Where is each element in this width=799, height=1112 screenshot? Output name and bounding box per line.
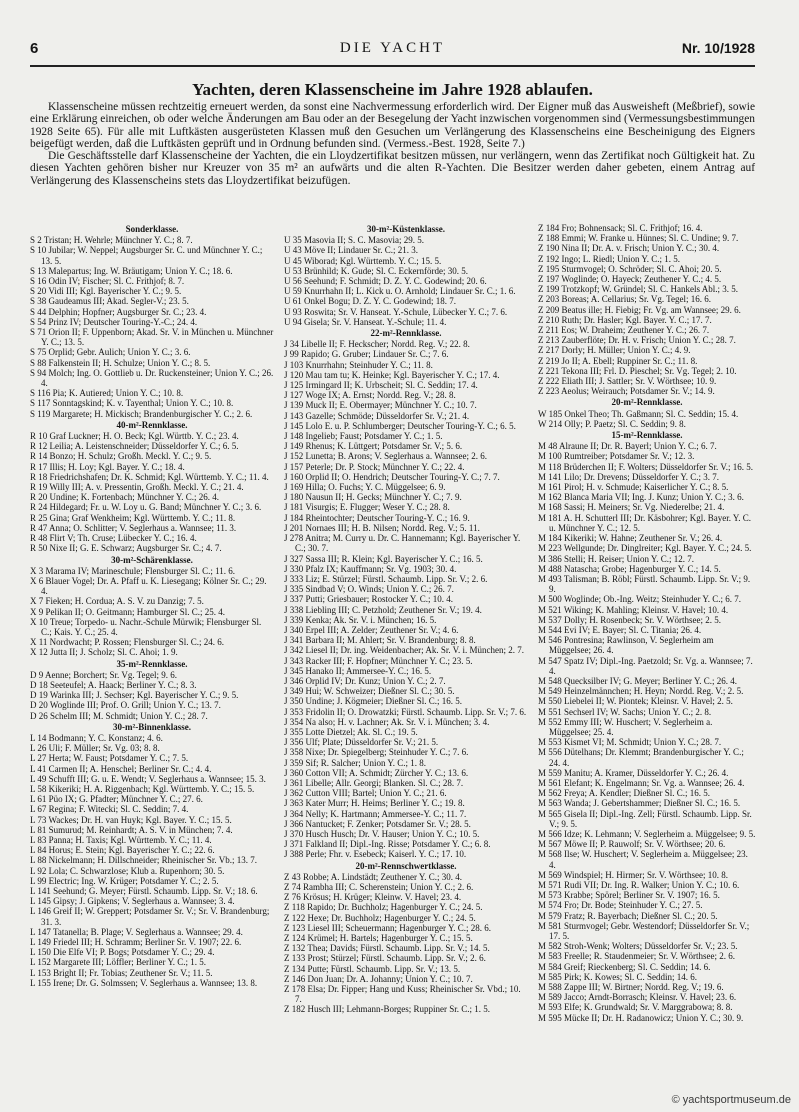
yacht-entry: M 581 Sturmvogel; Gebr. Westendorf; Düsseldorfer Sr. V.; 17. 5. bbox=[538, 920, 750, 942]
yacht-entry: J 362 Cutton VIII; Bartel; Union Y. C.; 21. 6. bbox=[284, 788, 447, 799]
magazine-title: DIE YACHT bbox=[339, 40, 446, 56]
yacht-entry: M 584 Greif; Rieckenberg; Sl. C. Seddin; 14. 6. bbox=[538, 961, 711, 972]
yacht-entry: M 556 Dütelhans; Dr. Klemmt; Brandenburgischer Y. C.; 24. 4. bbox=[538, 747, 744, 768]
yacht-entry: Z 209 Beatus ille; H. Fiebig; Fr. Vg. am Wannsee; 29. 6. bbox=[538, 304, 741, 315]
yacht-entry: M 571 Rudi VII; Dr. Ing. R. Walker; Union Y. C.; 10. 6. bbox=[538, 880, 740, 890]
yacht-entry: L 149 Friedel III; H. Schramm; Berliner Sr. V. 1907; 22. 6. bbox=[30, 937, 242, 948]
yacht-entry: M 184 Kikeriki; W. Hahne; Zeuthener Sr. V.; 26. 4. bbox=[538, 533, 723, 544]
yacht-entry: S 116 Pia; K. Autiered; Union Y. C.; 10. 8. bbox=[30, 388, 184, 399]
yacht-entry: Z 133 Prost; Stürzel; Fürstl. Schaumb. Lipp. Sr. V.; 2. 6. bbox=[284, 953, 486, 964]
yacht-entry: L 145 Gipsy; J. Gipkens; V. Seglerhaus a. Wannsee; 3. 4. bbox=[30, 896, 235, 907]
list-column-3 bbox=[538, 223, 756, 1095]
yacht-entry: W 214 Olly; P. Paetz; Sl. C. Seddin; 9. 8. bbox=[538, 418, 686, 429]
yacht-entry: L 152 Margarete III; Löffler; Berliner Y. C.; 1. 5. bbox=[30, 957, 207, 968]
yacht-entry: J 201 Nornaes III; H. B. Nilsen; Nordd. Reg. V.; 5. 11. bbox=[284, 522, 480, 533]
yacht-entry: Z 134 Putte; Fürstl. Schaumb. Lipp. Sr. V.; 13. 5. bbox=[284, 963, 461, 974]
yacht-entry: L 61 Püo IX; G. Pfadter; Münchner Y. C.; 27. 6. bbox=[30, 794, 203, 805]
yacht-entry: M 561 Elefant; K. Engelmann; Sr. Vg. a. Wannsee; 26. 4. bbox=[538, 777, 745, 788]
yacht-entry: M 500 Woglinde; Ob.-Ing. Weitz; Steinhuder Y. C.; 6. 7. bbox=[538, 594, 741, 605]
yacht-entry: J 120 Mau tam tu; K. Heinke; Kgl. Bayerischer Y. C.; 17. 4. bbox=[284, 369, 500, 380]
yacht-entry: R 10 Graf Luckner; H. O. Beck; Kgl. Württb. Y. C.; 23. 4. bbox=[30, 431, 239, 442]
intro-text bbox=[30, 101, 755, 187]
yacht-entry: J 363 Kater Murr; H. Heims; Berliner Y. C.; 19. 8. bbox=[284, 798, 465, 809]
yacht-entry: M 579 Fratz; R. Bayerbach; Dießner Sl. C.; 20. 5. bbox=[538, 910, 718, 921]
yacht-entry: L 147 Tatanella; B. Plage; V. Seglerhaus a. Wannsee; 29. 4. bbox=[30, 926, 243, 937]
yacht-entry: J 145 Lolo E. u. P. Schlumberger; Deutscher Touring-Y. C.; 6. 5. bbox=[284, 420, 516, 431]
yacht-entry: W 185 Onkel Theo; Th. Gaßmann; Sl. C. Seddin; 15. 4. bbox=[538, 408, 739, 419]
yacht-entry: Z 197 Woglinde; O. Hayeck; Zeuthener Y. C.; 4. 5. bbox=[538, 274, 722, 285]
yacht-entry: Z 217 Dorly; H. Müller; Union Y. C.; 4. 9. bbox=[538, 345, 691, 356]
yacht-entry: Z 118 Rapido; Dr. Buchholz; Hagenburger Y. C.; 24. 5. bbox=[284, 902, 483, 913]
yacht-entry: R 24 Hildegard; Fr. u. W. Loy u. G. Band; Münchner Y. C.; 3. 6. bbox=[30, 502, 262, 513]
yacht-entry: J 149 Rhenus; K. Lüttgert; Potsdamer Sr. V.; 5. 6. bbox=[284, 441, 463, 452]
yacht-entry: L 58 Kikeriki; H. A. Riggenbach; Kgl. Württemb. Y. C.; 15. 5. bbox=[30, 783, 255, 794]
yacht-entry: L 88 Nickelmann; H. Dillschneider; Rheinischer Sr. Vb.; 13. 7. bbox=[30, 855, 257, 866]
yacht-entry: J 361 Libelle; Allr. Georgi; Blanken. Sl. C.; 28. 7. bbox=[284, 777, 464, 788]
yacht-entry: Z 190 Nina II; Dr. A. v. Frisch; Union Y. C.; 30. 4. bbox=[538, 243, 720, 254]
yacht-entry: R 17 Illis; H. Loy; Kgl. Bayer. Y. C.; 18. 4. bbox=[30, 461, 185, 472]
yacht-entry: M 544 Evi IV; E. Bayer; Sl. C. Titania; 26. 4. bbox=[538, 624, 702, 635]
yacht-entry: J 338 Liebling III; C. Petzhold; Zeuthener Sr. V.; 19. 4. bbox=[284, 604, 482, 615]
yacht-entry: J 356 Ulf; Plate; Düsseldorfer Sr. V.; 21. 5. bbox=[284, 737, 439, 748]
yacht-entry: Z 211 Eos; W. Draheim; Zeuthener Y. C.; 26. 7. bbox=[538, 325, 710, 336]
yacht-entry: Z 192 Ingo; L. Riedl; Union Y. C.; 1. 5. bbox=[538, 253, 681, 264]
yacht-entry: R 50 Nixe II; G. E. Schwarz; Augsburger Sr. C.; 4. 7. bbox=[30, 543, 222, 554]
yacht-entry: U 45 Wiborad; Kgl. Württemb. Y. C.; 15. 5. bbox=[284, 255, 442, 266]
yacht-entry: X 12 Jutta II; J. Scholz; Sl. C. Ahoi; 1. 9. bbox=[30, 647, 178, 658]
yacht-entry: R 48 Flirt V; Th. Cruse; Lübecker Y. C.; 16. 4. bbox=[30, 533, 197, 544]
yacht-entry: R 19 Willy III; A. v. Pressentin, Großh. Meckl. Y. C.; 21. 4. bbox=[30, 482, 244, 493]
yacht-entry: U 59 Knurrhahn II; L. Kick u. O. Arnhold; Lindauer Sr. C.; 1. 6. bbox=[284, 286, 516, 297]
yacht-entry: Z 203 Boreas; A. Cellarius; Sr. Vg. Tegel; 16. 6. bbox=[538, 294, 712, 305]
yacht-entry: L 92 Lola; C. Schwarzlose; Klub a. Rupenhorn; 30. 5. bbox=[30, 865, 225, 876]
yacht-entry: L 84 Horus; E. Stein; Kgl. Bayerischer Y. C.; 22. 6. bbox=[30, 845, 215, 856]
yacht-entry: J 342 Liesel II; Dr. ing. Weidenbacher; Ak. Sr. V. i. München; 2. 7. bbox=[284, 645, 524, 656]
yacht-entry: R 12 Leilia; A. Leistenschneider; Düsseldorfer Y. C.; 6. 5. bbox=[30, 441, 239, 452]
yacht-entry: J 359 Sif; R. Salcher; Union Y. C.; 1. 8. bbox=[284, 757, 427, 768]
yacht-entry: M 565 Gisela II; Dipl.-Ing. Zell; Fürstl. Schaumb. Lipp. Sr. V.; 9. 5. bbox=[538, 808, 752, 829]
page-number: 6 bbox=[30, 40, 39, 57]
yacht-entry: J 143 Gazelle; Schmöde; Düsseldorfer Sr. V.; 21. 4. bbox=[284, 410, 470, 421]
yacht-entry: M 549 Heinzelmännchen; H. Heyn; Nordd. Reg. V.; 2. 5. bbox=[538, 686, 744, 697]
yacht-entry: J 330 Pfalz IX; Kauffmann; Sr. Vg. 1903; 30. 4. bbox=[284, 563, 457, 574]
yacht-entry: X 6 Blauer Vogel; Dr. A. Pfaff u. K. Liesegang; Kölner Sr. C.; 29. 4. bbox=[30, 575, 267, 597]
yacht-entry: J 278 Anitra; M. Curry u. Dr. C. Hannemann; Kgl. Bayerischer Y. C.; 30. 7. bbox=[284, 533, 521, 554]
yacht-entry: J 157 Peterle; Dr. P. Stock; Münchner Y. C.; 22. 4. bbox=[284, 461, 465, 472]
yacht-entry: M 569 Windspiel; H. Hirmer; Sr. V. Wörthsee; 10. 8. bbox=[538, 869, 728, 880]
issue-number: Nr. 10/1928 bbox=[681, 40, 755, 56]
yacht-entry: J 341 Barbara II; M. Ahlert; Sr. V. Brandenburg; 8. 8. bbox=[284, 635, 476, 646]
yacht-entry: S 44 Delphin; Hopfner; Augsburger Sr. C.; 23. 4. bbox=[30, 306, 207, 317]
yacht-entry: J 333 Liz; E. Stürzel; Fürstl. Schaumb. Lipp. Sr. V.; 2. 6. bbox=[284, 573, 488, 584]
yacht-entry: J 366 Nantucket; F. Zenker; Potsdamer Sr. V.; 28. 5. bbox=[284, 818, 471, 829]
yacht-entry: Z 43 Robbe; A. Lindstädt; Zeuthener Y. C.; 30. 4. bbox=[284, 871, 462, 882]
yacht-entry: M 589 Jacco; Arndt-Borrasch; Kleinsr. V. Havel; 23. 6. bbox=[538, 992, 737, 1003]
yacht-entry: M 546 Pontresina; Rawlinson, V. Seglerheim am Müggelsee; 26. 4. bbox=[538, 635, 714, 656]
yacht-entry: J 340 Erpel III; A. Zelder; Zeuthener Sr. V.; 4. 6. bbox=[284, 624, 459, 635]
section-heading: 30-m²-Schärenklasse. bbox=[111, 554, 193, 565]
yacht-entry: L 41 Carmen II; A. Henschel; Berliner Sr. C.; 4. 4. bbox=[30, 763, 212, 774]
yacht-entry: J 355 Lotte Dietzel; Ak. Sl. C.; 19. 5. bbox=[284, 726, 418, 737]
section-heading: 30-m²-Küstenklasse. bbox=[367, 224, 445, 234]
yacht-entry: L 150 Die Elfe VI; P. Bogs; Potsdamer Y. C.; 29. 4. bbox=[30, 947, 215, 958]
yacht-entry: Z 123 Liesel III; Scheuermann; Hagenburger Y. C.; 28. 6. bbox=[284, 922, 492, 933]
yacht-entry: L 49 Schufft III; G. u. E. Wendt; V. Seglerhaus a. Wannsee; 15. 3. bbox=[30, 773, 266, 784]
yacht-entry: Z 188 Emmi; W. Franke u. Hünnes; Sl. C. Undine; 9. 7. bbox=[538, 233, 739, 244]
yacht-entry: M 223 Wellgunde; Dr. Dinglreiter; Kgl. Bayer. Y. C.; 24. 5. bbox=[538, 543, 752, 554]
yacht-entry: Z 223 Aeolus; Weirauch; Potsdamer Sr. V.; 14. 9. bbox=[538, 386, 715, 397]
yacht-entry: M 559 Manitu; A. Kramer, Düsseldorfer Y. C.; 26. 4. bbox=[538, 767, 729, 778]
yacht-entry: D 26 Schelm III; M. Schmidt; Union Y. C.; 28. 7. bbox=[30, 710, 208, 721]
yacht-entry: J 160 Orplid II; O. Hendrich; Deutscher Touring-Y. C.; 7. 7. bbox=[284, 471, 500, 482]
yacht-entry: S 54 Prinz IV; Deutscher Touring-Y.-C.; 24. 4. bbox=[30, 316, 198, 327]
yacht-entry: M 551 Sechserl IV; W. Sachs; Union Y. C.; 2. 8. bbox=[538, 706, 712, 717]
yacht-entry: S 119 Margarete; H. Mickisch; Brandenburgischer Y. C.; 2. 6. bbox=[30, 408, 253, 419]
yacht-entry: M 583 Freelle; R. Staudenmeier; Sr. V. Wörthsee; 2. 6. bbox=[538, 951, 735, 962]
yacht-entry: M 537 Dolly; H. Rosenbeck; Sr. V. Wörthsee; 2. 5. bbox=[538, 614, 721, 625]
yacht-entry: L 99 Electric; Ing. W. Krüger; Potsdamer Y. C.; 2. 5. bbox=[30, 875, 219, 886]
yacht-entry: Z 199 Trotzkopf; W. Gründel; Sl. C. Hankels Abl.; 3. 5. bbox=[538, 284, 739, 295]
yacht-entry: X 3 Marama IV; Marineschule; Flensburger Sl. C.; 11. 6. bbox=[30, 565, 236, 576]
yacht-entry: J 125 Irmingard II; K. Urbscheit; Sl. C. Seddin; 17. 4. bbox=[284, 380, 478, 391]
yacht-entry: J 181 Visurgis; E. Flugger; Weser Y. C.; 28. 8. bbox=[284, 502, 450, 513]
yacht-entry: R 47 Anna; O. Schlitter; V. Seglerhaus a. Wannsee; 11. 3. bbox=[30, 522, 237, 533]
yacht-entry: M 488 Natascha; Grobe; Hagenburger Y. C.; 14. 5. bbox=[538, 563, 721, 574]
yacht-entry: Z 221 Tekona III; Frl. D. Pieschel; Sr. Vg. Tegel; 2. 10. bbox=[538, 365, 737, 376]
yacht-entry: L 14 Bodmann; Y. C. Konstanz; 4. 6. bbox=[30, 732, 163, 743]
yacht-entry: J 184 Rheintochter; Deutscher Touring-Y. C.; 16. 9. bbox=[284, 512, 470, 523]
section-heading: 15-m²-Rennklasse. bbox=[611, 430, 683, 441]
yacht-entry: M 548 Quecksilber IV; G. Meyer; Berliner Y. C.; 26. 4. bbox=[538, 675, 738, 686]
yacht-entry: M 161 Pirol; H. v. Schmude; Kaiserlicher Y. C.; 8. 5. bbox=[538, 482, 729, 493]
yacht-entry: L 73 Wackes; Dr. H. van Huyk; Kgl. Bayer. Y. C.; 15. 5. bbox=[30, 814, 232, 825]
yacht-entry: J 360 Cotton VII; A. Schmidt; Zürcher Y. C.; 13. 6. bbox=[284, 767, 469, 778]
yacht-entry: Z 76 Krösus; H. Krüger; Kleinw. V. Havel; 23. 4. bbox=[284, 892, 462, 903]
yacht-entry: Z 210 Ruth; Dr. Hasler; Kgl. Bayer. Y. C.; 17. 7. bbox=[538, 314, 712, 325]
yacht-entry: J 354 Na also; H. v. Lachner; Ak. Sr. V. i. München; 3. 4. bbox=[284, 716, 490, 727]
section-heading: 30-m²-Binnenklasse. bbox=[113, 721, 191, 732]
yacht-entry: M 563 Wanda; J. Gebertshammer; Dießner Sl. C.; 16. 5. bbox=[538, 798, 741, 809]
yacht-entry: U 94 Gisela; Sr. V. Hanseat. Y.-Schule; 11. 4. bbox=[284, 316, 447, 327]
yacht-entry: J 337 Putti; Griesbauer; Rostocker Y. C.; 10. 4. bbox=[284, 594, 453, 605]
yacht-entry: Z 122 Hexe; Dr. Buchholz; Hagenburger Y. C.; 24. 5. bbox=[284, 912, 476, 923]
yacht-entry: M 593 Elfe; K. Grundwald; Sr. V. Marggrabowa; 8. 8. bbox=[538, 1002, 733, 1013]
section-heading: 20-m²-Rennklasse. bbox=[611, 397, 683, 408]
yacht-entry: D 9 Aenne; Borchert; Sr. Vg. Tegel; 9. 6. bbox=[30, 669, 178, 680]
yacht-entry: D 20 Woglinde III; Prof. O. Grill; Union Y. C.; 13. 7. bbox=[30, 700, 221, 711]
yacht-entry: R 14 Bonzo; H. Schulz; Großh. Meckl. Y. C.; 9. 5. bbox=[30, 451, 212, 462]
section-heading: 40-m²-Rennklasse. bbox=[116, 419, 188, 430]
yacht-entry: M 521 Wiking; K. Mahling; Kleinsr. V. Havel; 10. 4. bbox=[538, 604, 729, 615]
yacht-entry: S 94 Molch; Ing. O. Gottlieb u. Dr. Ruckensteiner; Union Y. C.; 26. 4. bbox=[30, 367, 274, 389]
yacht-entry: M 141 Lilo; Dr. Drevens; Düsseldorfer Y. C.; 3. 7. bbox=[538, 471, 719, 482]
yacht-entry: S 10 Jubilar; W. Neppel; Augsburger Sr. C. und Münchner Y. C.; 13. 5. bbox=[30, 245, 263, 266]
yacht-entry: S 38 Gaudeamus III; Akad. Segler-V.; 23. 5. bbox=[30, 296, 189, 307]
yacht-entry: U 53 Brünhild; K. Gude; Sl. C. Eckernförde; 30. 5. bbox=[284, 265, 468, 276]
yacht-entry: M 582 Stroh-Wenk; Wolters; Düsseldorfer Sr. V.; 23. 5. bbox=[538, 941, 738, 952]
yacht-entry: M 585 Pirk; K. Kowes; Sl. C. Seddin; 14. 6. bbox=[538, 971, 698, 982]
yacht-entry: M 493 Talisman; B. Röbl; Fürstl. Schaumb. Lipp. Sr. V.; 9. 9. bbox=[538, 573, 751, 595]
yacht-entry: L 81 Sumurud; M. Reinhardt; A. S. V. in München; 7. 4. bbox=[30, 824, 233, 835]
yacht-entry: X 9 Pelikan II; O. Geitmann; Hamburger Sl. C.; 25. 4. bbox=[30, 606, 226, 617]
yacht-entry: M 574 Fro; Dr. Bode; Steinhuder Y. C.; 27. 5. bbox=[538, 900, 703, 911]
yacht-entry: Z 222 Eliath III; J. Sattler; Sr. V. Wörthsee; 10. 9. bbox=[538, 376, 717, 387]
yacht-entry: R 18 Friedrichshafen; Dr. K. Schmid; Kgl. Württemb. Y. C.; 11. 4. bbox=[30, 471, 269, 482]
yacht-entry: L 26 Uli; F. Müller; Sr. Vg. 03; 8. 8. bbox=[30, 743, 160, 754]
yacht-entry: J 148 Ingelieb; Faust; Potsdamer Y. C.; 1. 5. bbox=[284, 431, 443, 442]
yacht-entry: J 99 Rapido; G. Gruber; Lindauer Sr. C.; 7. 6. bbox=[284, 349, 449, 360]
yacht-entry: S 20 Vidi III; Kgl. Bayerischer Y. C.; 9. 5. bbox=[30, 286, 182, 297]
yacht-entry: J 345 Hanako II; Ammersee-Y. C.; 16. 5. bbox=[284, 665, 432, 676]
yacht-entry: L 141 Seehund; G. Meyer; Fürstl. Schaumb. Lipp. Sr. V.; 18. 6. bbox=[30, 886, 258, 896]
yacht-entry: U 61 Onkel Bogu; D. Z. Y. C. Godewind; 18. 7. bbox=[284, 296, 456, 307]
yacht-entry: L 83 Panna; H. Taxis; Kgl. Württemb. Y. C.; 11. 4. bbox=[30, 834, 212, 845]
yacht-entry: M 553 Kismet VI; M. Schmidt; Union Y. C.; 28. 7. bbox=[538, 737, 722, 748]
yacht-entry: M 566 Idze; K. Lehmann; V. Seglerheim a. Müggelsee; 9. 5. bbox=[538, 828, 756, 839]
yacht-entry: S 13 Malepartus; Ing. W. Bräutigam; Union Y. C.; 18. 6. bbox=[30, 265, 233, 276]
list-column-1 bbox=[30, 223, 274, 1095]
yacht-entry: M 181 A. H. Schutterl III; Dr. Käsbohrer; Kgl. Bayer. Y. C. u. Münchner Y. C.; 12. 5. bbox=[538, 512, 751, 533]
yacht-entry: U 93 Roswita; Sr. V. Hanseat. Y.-Schule, Lübecker Y. C.; 7. 6. bbox=[284, 306, 508, 317]
yacht-entry: M 550 Liebelei II; W. Piontek; Kleinsr. V. Havel; 2. 5. bbox=[538, 696, 733, 707]
yacht-entry: J 152 Lunetta; B. Arons; V. Seglerhaus a. Wannsee; 2. 6. bbox=[284, 451, 488, 462]
section-heading: Sonderklasse. bbox=[125, 224, 179, 234]
intro-paragraph: Die Geschäftsstelle darf Klassenscheine der Yachten, die ein Lloydzertifikat besitzen müssen, nur verlängern, wenn das Zertifikat noch Gültigkeit hat. Zu diesen Yachten gehören bisher nur Kreuzer von 35 m² an aufwärts und die alten R-Yachten. Die Besitzer werden daher gebeten, einem Antrag auf Verlängerung des Klassenscheins stets das Lloydzertifikat beizufügen. bbox=[30, 150, 755, 187]
yacht-entry: S 16 Odin IV; Fischer; Sl. C. Frithjof; 8. 7. bbox=[30, 276, 185, 287]
yacht-entry: U 43 Möve II; Lindauer Sr. C.; 21. 3. bbox=[284, 245, 418, 256]
yacht-entry: J 350 Undine; J. Kögmeier; Dießner Sl. C.; 16. 5. bbox=[284, 696, 462, 707]
yacht-entry: J 339 Kenka; Ak. Sr. V. i. München; 16. 5. bbox=[284, 614, 437, 625]
yacht-entry: M 386 Stelli; H. Reiser; Union Y. C.; 12. 7. bbox=[538, 553, 695, 564]
yacht-entry: L 27 Herta; W. Faust; Potsdamer Y. C.; 7. 5. bbox=[30, 753, 189, 764]
yacht-entry: J 343 Racker III; F. Hopfner; Münchner Y. C.; 23. 5. bbox=[284, 655, 473, 666]
yacht-entry: Z 182 Husch III; Lehmann-Borges; Ruppiner Sr. C.; 1. 5. bbox=[284, 1004, 491, 1015]
running-header bbox=[30, 40, 755, 62]
yacht-entry: J 335 Sindbad V; O. Winds; Union Y. C.; 26. 7. bbox=[284, 584, 454, 595]
yacht-entry: M 118 Brüderchen II; F. Wolters; Düsseldorfer Sr. V.; 16. 5. bbox=[538, 461, 753, 472]
yacht-entry: M 162 Blanca Maria VII; Ing. J. Kunz; Union Y. C.; 3. 6. bbox=[538, 492, 744, 503]
yacht-entry: S 2 Tristan; H. Wehrle; Münchner Y. C.; 8. 7. bbox=[30, 235, 193, 246]
yacht-entry: M 588 Zappe III; W. Birtner; Nordd. Reg. V.; 19. 6. bbox=[538, 982, 724, 993]
yacht-entry: M 48 Alraune II; Dr. R. Bayerl; Union Y. C.; 6. 7. bbox=[538, 441, 717, 452]
yacht-entry: J 169 Hilla; O. Fuchs; Y. C. Müggelsee; 6. 9. bbox=[284, 482, 446, 493]
yacht-entry: Z 219 Jo II; A. Ebell; Ruppiner Sr. C.; 11. 8. bbox=[538, 355, 698, 366]
intro-paragraph: Klassenscheine müssen rechtzeitig erneuert werden, da sonst eine Nachvermessung erforderlich wird. Der Eigner muß das Ausweisheft (Meßbrief), sowie eine Erklärung einreichen, ob oder welche Änderungen am Bau oder an der Besegelung der Yacht inzwischen vorgenommen sind (Vermessungsbestimmungen 1928 Seite 65). Für alle mit Luftkästen ausgerüsteten Klassen muß den Gesuchen um Verlängerung des Klassenscheins eine Bescheinigung des Eigners beigefügt werden, daß die Luftkästen geprüft und in Ordnung befunden sind. (Vermess.-Best. 1928, Seite 7.) bbox=[30, 101, 755, 150]
yacht-entry: D 19 Warinka III; J. Sechser; Kgl. Bayerischer Y. C.; 9. 5. bbox=[30, 690, 239, 701]
yacht-entry: J 349 Hui; W. Schweizer; Dießner Sl. C.; 30. 5. bbox=[284, 686, 455, 697]
section-heading: 35-m²-Rennklasse. bbox=[116, 658, 188, 669]
yacht-entry: Z 178 Elsa; Dr. Fipper; Hang und Kuss; Rheinischer Sr. Vbd.; 10. 7. bbox=[284, 984, 521, 1005]
yacht-entry: X 11 Nordwacht; P. Rossen; Flensburger Sl. C.; 24. 6. bbox=[30, 637, 225, 648]
yacht-entry: J 139 Muck II; E. Obermayer; Münchner Y. C.; 10. 7. bbox=[284, 400, 477, 411]
yacht-entry: J 346 Orplid IV; Dr. Kunz; Union Y. C.; 2. 7. bbox=[284, 675, 446, 686]
yacht-entry: U 56 Seehund; F. Schmidt; D. Z. Y. C. Godewind; 20. 6. bbox=[284, 276, 487, 287]
yacht-entry: Z 195 Sturmvogel; O. Schröder; Sl. C. Ahoi; 20. 5. bbox=[538, 263, 722, 274]
yacht-entry: S 117 Sonntagskind; K. v. Tayenthal; Union Y. C.; 10. 8. bbox=[30, 398, 234, 409]
yacht-entry: X 10 Treue; Torpedo- u. Nachr.-Schule Mürwik; Flensburger Sl. C.; Kais. Y. C.; 25. 4. bbox=[30, 616, 262, 637]
yacht-entry: L 67 Regina; F. Witecki; Sl. C. Seddin; 7. 4. bbox=[30, 804, 189, 815]
yacht-entry: M 595 Mücke II; Dr. H. Radanowicz; Union Y. C.; 30. 9. bbox=[538, 1012, 744, 1023]
yacht-entry: M 168 Sassi; H. Meiners; Sr. Vg. Niederelbe; 21. 4. bbox=[538, 502, 725, 513]
yacht-entry: J 353 Fridolin II; O. Drowatzki; Fürstl. Schaumb. Lipp. Sr. V.; 7. 6. bbox=[284, 706, 527, 717]
yacht-entry: J 371 Falkland II; Dipl.-Ing. Risse; Potsdamer Y. C.; 6. 8. bbox=[284, 839, 491, 850]
yacht-entry: U 35 Masovia II; S. C. Masovia; 29. 5. bbox=[284, 235, 424, 246]
yacht-entry: J 127 Woge IX; A. Ernst; Nordd. Reg. V.; 28. 8. bbox=[284, 390, 456, 401]
yacht-entry: X 7 Fieken; H. Cordua; A. S. V. zu Danzig; 7. 5. bbox=[30, 596, 204, 607]
yacht-entry: J 180 Nausun II; H. Gecks; Münchner Y. C.; 7. 9. bbox=[284, 492, 462, 503]
yacht-entry: M 567 Möwe II; P. Rauwolf; Sr. V. Wörthsee; 20. 6. bbox=[538, 839, 726, 850]
yacht-entry: L 153 Bright II; Fr. Tobias; Zeuthener Sr. V.; 11. 5. bbox=[30, 967, 213, 978]
yacht-entry: Z 184 Fro; Bohnensack; Sl. C. Frithjof; 16. 4. bbox=[538, 223, 703, 233]
yacht-entry: Z 213 Zauberflöte; Dr. H. v. Frisch; Union Y. C.; 28. 7. bbox=[538, 335, 736, 346]
yacht-entry: M 562 Freya; A. Kendler; Dießner Sl. C.; 16. 5. bbox=[538, 788, 710, 799]
yacht-entry: J 388 Perle; Fhr. v. Esebeck; Kaiserl. Y. C.; 17. 10. bbox=[284, 849, 467, 860]
yacht-entry: M 568 Ilse; W. Huschert; V. Seglerheim a. Müggelsee; 23. 4. bbox=[538, 849, 748, 870]
yacht-entry: R 20 Undine; K. Fortenbach; Münchner Y. C.; 26. 4. bbox=[30, 492, 219, 503]
yacht-entry: J 364 Nelly; K. Hartmann; Ammersee-Y. C.; 11. 7. bbox=[284, 808, 467, 819]
yacht-entry: R 25 Gina; Graf Wenkheim; Kgl. Württemb. Y. C.; 11. 8. bbox=[30, 512, 236, 523]
yacht-entry: S 75 Orplid; Gebr. Aulich; Union Y. C.; 3. 6. bbox=[30, 347, 191, 358]
yacht-entry: J 103 Knurrhahn; Steinhuder Y. C.; 11. 8. bbox=[284, 359, 433, 370]
yacht-entry: J 34 Libelle II; F. Heckscher; Nordd. Reg. V.; 22. 8. bbox=[284, 339, 470, 350]
yacht-entry: M 100 Rumtreiber; Potsdamer Sr. V.; 12. 3. bbox=[538, 451, 695, 462]
yacht-entry: J 327 Sassa III; R. Klein; Kgl. Bayerischer Y. C.; 16. 5. bbox=[284, 553, 483, 564]
yacht-entry: Z 132 Thea; Davids; Fürstl. Schaumb. Lipp. Sr. V.; 14. 5. bbox=[284, 943, 490, 954]
section-heading: 22-m²-Rennklasse. bbox=[370, 328, 442, 339]
yacht-entry: M 573 Krabbe; Spörel; Berliner Sr. V. 1907; 16. 5. bbox=[538, 890, 720, 901]
yacht-entry: D 18 Seeteufel; A. Haack; Berliner Y. C.; 8. 3. bbox=[30, 679, 197, 690]
yacht-entry: Z 74 Rambha III; C. Scherenstein; Union Y. C.; 2. 6. bbox=[284, 882, 474, 892]
yacht-entry: J 358 Nixe; Dr. Spiegelberg; Steinhuder Y. C.; 7. 6. bbox=[284, 747, 469, 758]
yacht-entry: Z 146 Don Juan; Dr. A. Johanny; Union Y. C.; 10. 7. bbox=[284, 973, 473, 984]
yacht-entry: Z 124 Krümel; H. Bartels; Hagenburger Y. C.; 15. 5. bbox=[284, 933, 473, 944]
yacht-entry: L 155 Irene; Dr. G. Solmssen; V. Seglerhaus a. Wannsee; 13. 8. bbox=[30, 977, 258, 988]
yacht-entry: S 88 Falkenstein II; H. Schulze; Union Y. C.; 8. 5. bbox=[30, 357, 211, 368]
section-heading: 20-m²-Rennschwertklasse. bbox=[355, 860, 457, 871]
watermark: © yachtsportmuseum.de bbox=[671, 1094, 791, 1106]
yacht-entry: L 146 Greif II; W. Greppert; Potsdamer Sr. V.; Sr. V. Brandenburg; 31. 3. bbox=[30, 906, 270, 927]
yacht-entry: M 547 Spatz IV; Dipl.-Ing. Paetzold; Sr. Vg. a. Wannsee; 7. 4. bbox=[538, 655, 753, 676]
yacht-entry: M 552 Emmy III; W. Huschert; V. Seglerheim a. Müggelsee; 25. 4. bbox=[538, 716, 713, 737]
header-rule bbox=[30, 65, 755, 67]
article-title: Yachten, deren Klassenscheine im Jahre 1928 ablaufen. bbox=[192, 80, 593, 99]
yacht-entry: J 370 Husch Husch; Dr. V. Hauser; Union Y. C.; 10. 5. bbox=[284, 828, 480, 839]
yacht-entry: S 71 Orion II; F. Uppenborn; Akad. Sr. V. in München u. Münchner Y. C.; 13. 5. bbox=[30, 327, 274, 348]
list-column-2 bbox=[284, 223, 528, 1095]
